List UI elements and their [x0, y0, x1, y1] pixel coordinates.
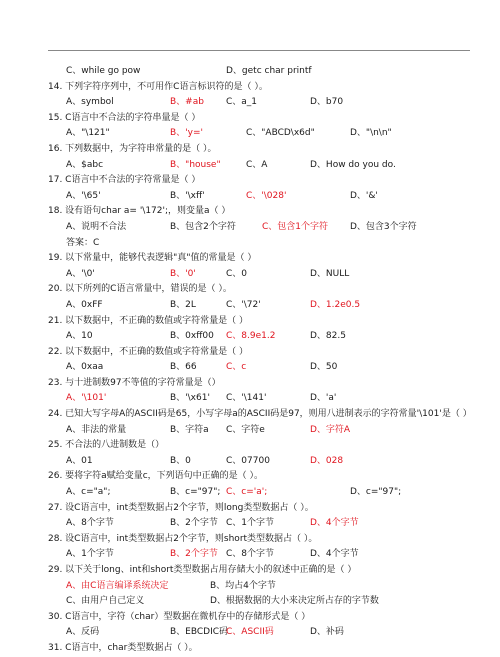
options-23: [48, 391, 478, 407]
option-a: A、非法的常量: [66, 424, 127, 435]
option-c-answer: C、8.9e1.2: [226, 331, 276, 342]
question-18: 18. 设有语句char a= '\172';，则变量a（ ）: [48, 206, 231, 217]
option-d: D、4个字节: [310, 549, 359, 560]
options-26: [48, 485, 478, 501]
option-c: C、'\141': [226, 393, 267, 404]
question-16: 16. 下列数据中，为字符串常量的是（ ）。: [48, 143, 217, 154]
option-b: B、2个字节: [170, 518, 218, 529]
question-17: 17. C语言中不合法的字符常量是（ ）: [48, 175, 201, 186]
options-14: [48, 95, 478, 111]
question-25: 25. 不合法的八进制数是（）: [48, 440, 165, 451]
option-d: D、根据数据的大小来决定所占存的字节数: [210, 596, 379, 607]
options-15: [48, 126, 478, 142]
option-c: C、0: [226, 268, 248, 279]
option-d: D、NULL: [310, 268, 350, 279]
question-24: 24. 已知大写字母A的ASCII码是65，小写字母a的ASCII码是97，则用八进制表示的字符常量'\101'是（ ）: [48, 409, 472, 420]
option-b: B、0: [170, 455, 191, 466]
option-b: B、c="97";: [170, 487, 221, 498]
question-30: 30. C语言中，字符（char）型数据在微机存中的存储形式是（ ）: [48, 611, 311, 622]
options-28: [48, 547, 478, 563]
option-a: A、8个字节: [66, 518, 114, 529]
options-29-row1: [48, 579, 478, 595]
option-b: B、字符a: [170, 424, 209, 435]
option-a: A、symbol: [66, 97, 114, 108]
option-c: C、8个字节: [226, 549, 275, 560]
option-d: D、How do you do.: [310, 159, 396, 170]
option-b: B、66: [170, 362, 197, 373]
option-b-answer: B、#ab: [170, 97, 204, 108]
question-14: 14. 下列字符序列中，不可用作C语言标识符的是（ ）。: [48, 81, 268, 92]
options-21: [48, 329, 478, 345]
option-b-answer: B、2个字节: [170, 549, 218, 560]
option-d-answer: D、字符A: [310, 424, 351, 435]
option-d: D、"\n\n": [350, 128, 392, 139]
options-24: [48, 423, 478, 439]
option-b: B、包含2个字符: [170, 221, 236, 232]
option-a: A、说明不合法: [66, 221, 127, 232]
option-d: D、包含3个字符: [350, 221, 417, 232]
options-27: [48, 516, 478, 532]
option-c: C、1个字节: [226, 518, 275, 529]
question-29: 29. 以下关于long、int和short类型数据占用存储大小的叙述中正确的是（ ）: [48, 565, 357, 575]
question-21: 21. 以下数据中，不正确的数值或字符常量是（ ）: [48, 315, 249, 326]
header-rule: [48, 50, 470, 51]
option-b: B、'\xff': [170, 190, 205, 201]
option-a: A、0xFF: [66, 299, 103, 310]
question-22: 22. 以下数据中，不正确的数值或字符常量是（ ）: [48, 346, 249, 357]
question-20: 20. 以下所列的C语言常量中，错误的是（ ）。: [48, 284, 232, 295]
option-a: A、01: [66, 455, 93, 466]
prev-question-options: [48, 64, 478, 80]
question-19: 19. 以下常量中，能够代表逻辑"真"值的常量是（ ）: [48, 253, 257, 264]
option-b-answer: B、"house": [170, 159, 221, 170]
options-16: [48, 158, 478, 174]
option-c-answer: C、c='a';: [226, 487, 268, 498]
option-b: B、EBCDIC码: [170, 627, 229, 638]
option-a-answer: A、'\101': [66, 393, 107, 404]
options-29-row2: [48, 594, 478, 610]
option-c: C、"ABCD\x6d": [246, 128, 315, 139]
option-c-answer: C、包含1个字符: [262, 221, 329, 232]
options-20: [48, 298, 478, 314]
option-a-answer: A、由C语言编译系统决定: [66, 580, 169, 591]
option-d: D、'&': [350, 190, 378, 201]
question-23: 23. 与十进制数97不等值的字符常量是（）: [48, 377, 221, 388]
question-15: 15. C语言中不合法的字符串量是（ ）: [48, 112, 201, 123]
option-d: D、82.5: [310, 331, 346, 342]
option-d: D、50: [310, 362, 338, 373]
exam-document: [48, 64, 478, 657]
option-c: C、'\72': [226, 299, 261, 310]
option-d: D、补码: [310, 627, 344, 638]
option-c-answer: C、c: [226, 362, 247, 373]
option-d-answer: D、028: [310, 455, 344, 466]
option-c: C、while go pow: [66, 66, 141, 76]
options-25: [48, 454, 478, 470]
option-b: B、2L: [170, 299, 196, 310]
option-a: A、10: [66, 331, 93, 342]
option-d: D、'a': [310, 393, 337, 404]
options-30: [48, 625, 478, 641]
options-18: [48, 220, 478, 236]
option-c: C、A: [246, 159, 268, 170]
option-c: C、由用户自己定义: [66, 596, 145, 607]
option-c-answer: C、ASCII码: [226, 627, 274, 638]
option-c-answer: C、'\028': [246, 190, 287, 201]
option-d-answer: D、1.2e0.5: [310, 299, 361, 310]
option-d: D、c="97";: [350, 487, 402, 498]
option-c: C、字符e: [226, 424, 265, 435]
question-27: 27. 设C语言中，int类型数据占2个字节，则long类型数据占（ ）。: [48, 502, 314, 513]
option-b-answer: B、'y=': [170, 128, 203, 139]
option-b: B、0xff00: [170, 331, 214, 342]
option-a: A、'\65': [66, 190, 101, 201]
option-b-answer: B、'0': [170, 268, 196, 279]
option-a: A、"\121": [66, 128, 110, 139]
question-26: 26. 要将字符a赋给变量c，下列语句中正确的是（ ）。: [48, 471, 263, 482]
option-a: A、1个字节: [66, 549, 114, 560]
option-c: C、a_1: [226, 97, 258, 108]
option-a: A、c="a";: [66, 487, 111, 498]
option-d: D、b70: [310, 97, 344, 108]
options-22: [48, 360, 478, 376]
option-a: A、0xaa: [66, 362, 104, 373]
answer-18: 答案：C: [66, 237, 100, 248]
question-28: 28. 设C语言中，int类型数据占2个字节，则short类型数据占（ ）。: [48, 533, 318, 544]
question-31: 31. C语言中，char类型数据占（ ）。: [48, 642, 198, 653]
option-a: A、'\0': [66, 268, 95, 279]
options-17: [48, 189, 478, 205]
option-a: A、$abc: [66, 159, 104, 170]
option-d-answer: D、4个字节: [310, 518, 359, 529]
option-b: B、'\x61': [170, 393, 210, 404]
option-b: B、均占4个字节: [210, 580, 276, 591]
options-19: [48, 267, 478, 283]
option-d: D、getc char printf: [226, 66, 312, 76]
option-a: A、反码: [66, 627, 100, 638]
option-c: C、07700: [226, 455, 270, 466]
